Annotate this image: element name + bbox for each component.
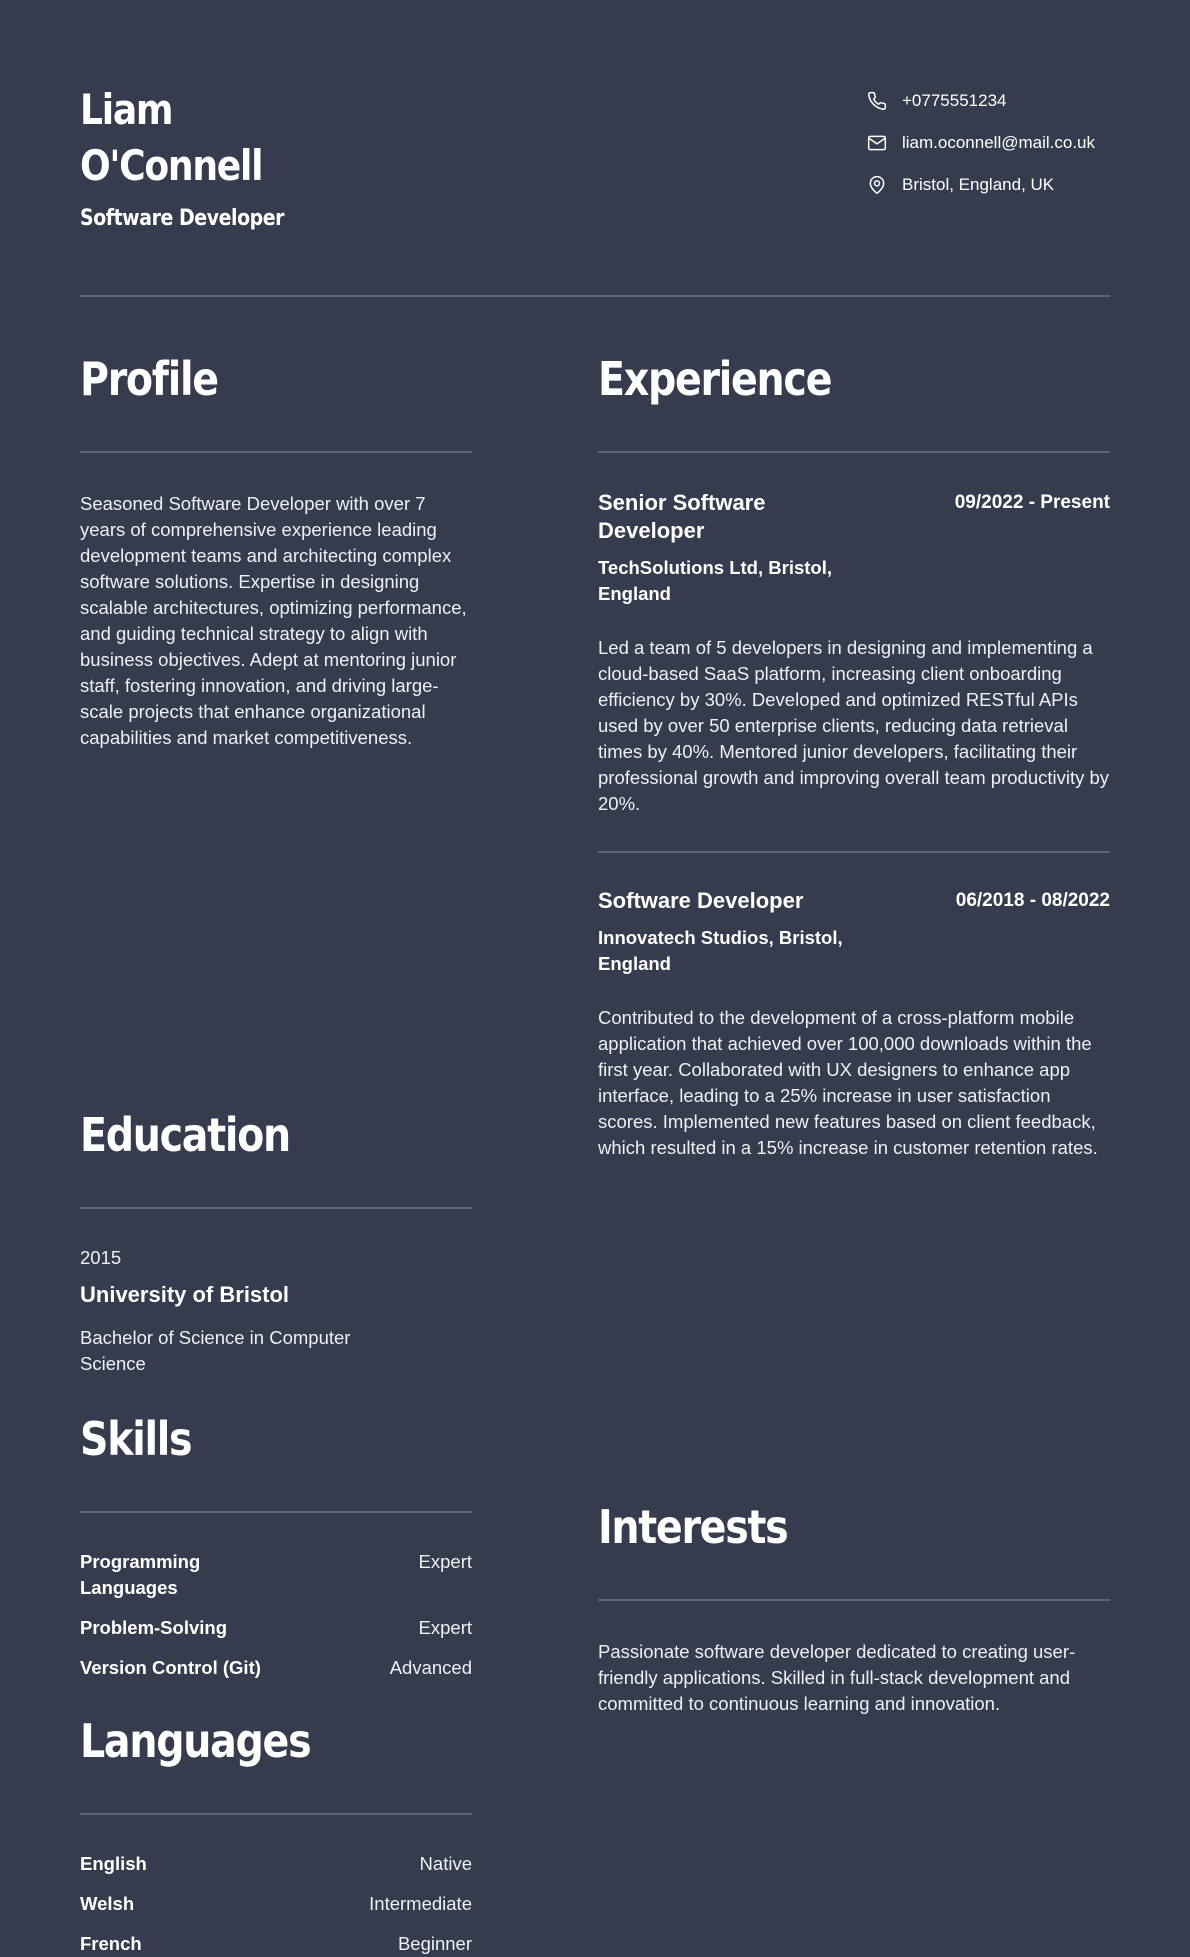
job-title: Software Developer: [598, 888, 804, 913]
job-divider: [598, 851, 1110, 853]
job-description: Led a team of 5 developers in designing and implementing a cloud-based SaaS platform, increasing client onboarding efficiency by 30%. Developed and optimized RESTful APIs used by over 50 enterprise clients, reducing data retrieval times by 40%. Mentored junior developers, facilitating their professional growth and improving overall team productivity by 20%.: [598, 637, 1110, 814]
section-divider: [598, 451, 1110, 453]
email-address[interactable]: liam.oconnell@mail.co.uk: [902, 133, 1096, 152]
education-degree: Bachelor of Science in Computer Science: [80, 1327, 351, 1374]
section-title-experience: Experience: [598, 352, 832, 406]
skill-name: Version Control (Git): [80, 1657, 261, 1678]
experience-item: [598, 489, 1110, 817]
language-row: [80, 1851, 472, 1877]
section-title-languages: Languages: [80, 1714, 311, 1768]
language-row: [80, 1931, 472, 1957]
language-level: Beginner: [397, 1933, 472, 1954]
profile-text: Seasoned Software Developer with over 7 years of comprehensive experience leading development teams and architecting complex software solutions. Expertise in designing scalable architectures, optimizing performance, and guiding technical strategy to align with business objectives. Adept at mentoring junior staff, fostering innovation, and driving large-scale projects that enhance organizational capabilities and market competitiveness.: [80, 493, 467, 748]
section-divider: [598, 1599, 1110, 1601]
job-description: Contributed to the development of a cross-platform mobile application that achieved over 100,000 downloads within the first year. Collaborated with UX designers to enhance app interface, leading to a 25% increase in user satisfaction scores. Implemented new features based on client feedback, which resulted in a 15% increase in customer retention rates.: [598, 1007, 1098, 1158]
language-name: English: [80, 1853, 147, 1874]
contact-phone: [866, 80, 1110, 122]
skills-section: [80, 1407, 472, 1681]
section-title-interests: Interests: [598, 1500, 788, 1554]
section-divider: [80, 451, 472, 453]
job-company: Innovatech Studios, Bristol, England: [598, 927, 843, 974]
experience-item: [598, 887, 1110, 1161]
education-section: [80, 1103, 472, 1377]
job-dates: 09/2022 - Present: [954, 492, 1110, 513]
contact-location: [866, 164, 1110, 206]
section-title-education: Education: [80, 1108, 290, 1162]
language-row: [80, 1891, 472, 1917]
section-divider: [80, 1813, 472, 1815]
job-company: TechSolutions Ltd, Bristol, England: [598, 557, 832, 604]
location-text: Bristol, England, UK: [902, 175, 1055, 194]
interests-section: [598, 1495, 1110, 1717]
section-title-profile: Profile: [80, 352, 218, 406]
language-level: Native: [419, 1853, 472, 1874]
skill-name: Programming Languages: [80, 1551, 201, 1598]
job-header: [598, 887, 1110, 915]
section-divider: [80, 1207, 472, 1209]
contact-block: [866, 80, 1110, 206]
section-title-skills: Skills: [80, 1412, 192, 1466]
job-header: [598, 489, 1110, 545]
skill-name: Problem-Solving: [80, 1617, 227, 1638]
candidate-role: Software Developer: [80, 206, 285, 231]
skill-row: [80, 1615, 472, 1641]
languages-list: [80, 1851, 472, 1957]
skill-level: Advanced: [389, 1657, 472, 1678]
phone-icon: [866, 90, 888, 112]
job-title: Senior Software Developer: [598, 490, 766, 543]
contact-email: [866, 122, 1110, 164]
education-school: University of Bristol: [80, 1282, 290, 1307]
experience-section: [598, 347, 1110, 1161]
skill-row: [80, 1549, 472, 1601]
education-year: 2015: [80, 1247, 122, 1268]
skills-list: [80, 1549, 472, 1681]
interests-text: Passionate software developer dedicated to creating user-friendly applications. Skilled in full-stack development and committed to continuous learning and innovation.: [598, 1641, 1076, 1714]
languages-section: [80, 1709, 472, 1957]
profile-section: [80, 347, 472, 751]
section-divider: [80, 1511, 472, 1513]
mail-icon: [866, 132, 888, 154]
language-level: Intermediate: [369, 1893, 472, 1914]
candidate-name: Liam O'Connell: [80, 85, 263, 190]
job-dates: 06/2018 - 08/2022: [955, 890, 1110, 911]
skill-level: Expert: [418, 1617, 472, 1638]
skill-level: Expert: [418, 1551, 472, 1572]
phone-number[interactable]: +0775551234: [902, 91, 1007, 110]
language-name: Welsh: [80, 1893, 135, 1914]
language-name: French: [80, 1933, 142, 1954]
resume-header: [80, 0, 1110, 297]
map-pin-icon: [866, 174, 888, 196]
skill-row: [80, 1655, 472, 1681]
